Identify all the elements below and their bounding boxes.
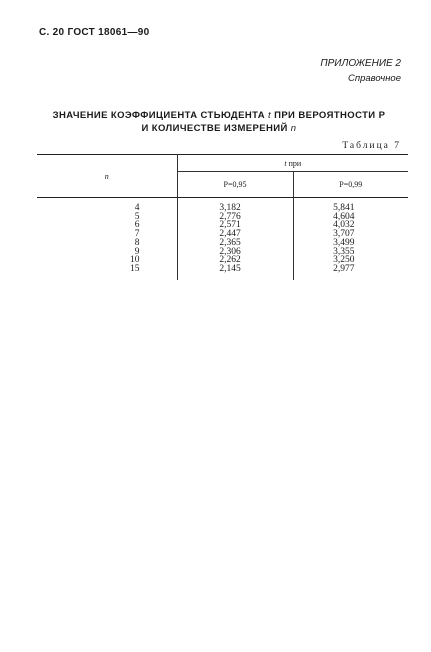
cell-n: 10 — [37, 256, 177, 265]
cell-n: 9 — [37, 248, 177, 257]
cell-n: 4 — [37, 198, 177, 213]
cell-p99: 4,032 — [333, 220, 355, 231]
cell-p99: 5,841 — [333, 203, 355, 213]
cell-n: 8 — [37, 239, 177, 248]
cell-p95: 2,447 — [177, 230, 293, 239]
cell-p99: 3,707 — [333, 229, 355, 240]
cell-p99: 3,355 — [333, 246, 355, 257]
title-line-2-start: И КОЛИЧЕСТВЕ ИЗМЕРЕНИЙ — [141, 123, 288, 134]
page-header: С. 20 ГОСТ 18061—90 — [39, 27, 150, 38]
cell-p99: 3,250 — [333, 255, 355, 266]
column-header-p99: P=0,99 — [293, 172, 408, 198]
title-line-2 — [39, 122, 399, 135]
table-label: Таблица 7 — [342, 141, 401, 151]
cell-p95: 3,182 — [177, 198, 293, 213]
cell-p99: 2,977 — [333, 263, 355, 274]
cell-p95: 2,776 — [177, 213, 293, 222]
title-var-t: t — [268, 110, 272, 121]
cell-n: 15 — [37, 265, 177, 280]
cell-p95: 2,571 — [177, 221, 293, 230]
appendix-label — [320, 56, 401, 86]
column-header-p95: P=0,95 — [177, 172, 293, 198]
cell-p95: 2,306 — [177, 248, 293, 257]
cell-n: 7 — [37, 230, 177, 239]
appendix-title: ПРИЛОЖЕНИЕ 2 — [320, 58, 401, 69]
title-var-n: n — [290, 123, 297, 134]
cell-p99: 4,604 — [333, 211, 355, 222]
cell-p95: 2,145 — [177, 265, 293, 280]
table-row — [37, 198, 408, 213]
cell-n: 6 — [37, 221, 177, 230]
title-line-1 — [39, 109, 399, 122]
cell-p99: 3,499 — [333, 237, 355, 248]
column-header-n: n — [37, 155, 177, 198]
title-line-1-start: ЗНАЧЕНИЕ КОЭФФИЦИЕНТА СТЬЮДЕНТА — [52, 110, 265, 121]
document-title — [39, 109, 399, 135]
cell-p95: 2,262 — [177, 256, 293, 265]
column-group-header-t — [177, 155, 408, 172]
cell-n: 5 — [37, 213, 177, 222]
t-header-text: при — [286, 158, 302, 168]
title-line-1-end: ПРИ ВЕРОЯТНОСТИ Р — [274, 110, 386, 121]
t-header-var: t — [284, 158, 287, 168]
cell-p95: 2,365 — [177, 239, 293, 248]
student-coefficient-table — [37, 154, 408, 280]
table-row — [37, 265, 408, 280]
appendix-note: Справочное — [348, 73, 401, 84]
